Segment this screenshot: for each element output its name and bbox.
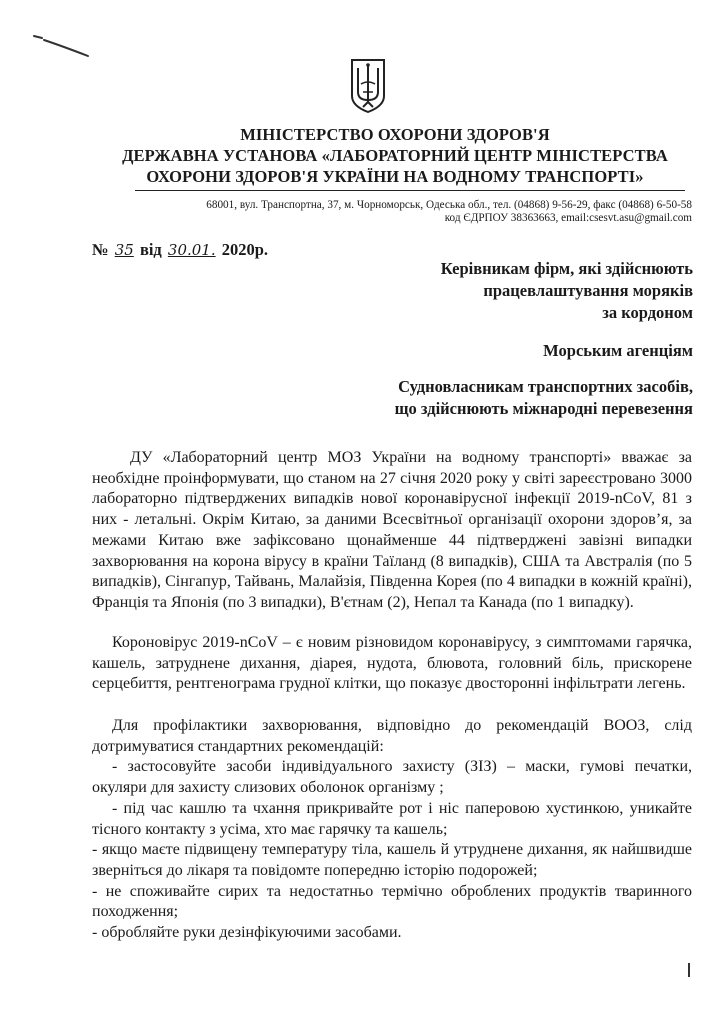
paragraph-text: Короновірус 2019-nCoV – є новим різновидом коронавірусу, з симптомами гарячка, кашель, затруднене дихання, діарея, нудота, блювота, головний біль, прискорене серцебиття, рентгенограма грудної клітки, що показує двосторонні інфільтрати легень. [92,634,692,693]
address-line: 68001, вул. Транспортна, 37, м. Чорноморськ, Одеська обл., тел. (04868) 9-56-29, факс (04868) 6-50-58 [206,199,692,211]
document-year: 2020р. [221,240,269,259]
recommendation-item: - застосовуйте засоби індивідуального захисту (ЗІЗ) – маски, гумові печатки, окуляри для захисту слизових оболонок організму ; [92,758,692,797]
institution-title-line2: ОХОРОНИ ЗДОРОВ'Я УКРАЇНИ НА ВОДНОМУ ТРАНСПОРТІ» [146,167,644,186]
body-paragraph-1 [92,448,692,614]
recipient-line: працевлаштування моряків [483,281,693,300]
recommendation-item: - не споживайте сирих та недостатньо термічно оброблених продуктів тваринного походження; [92,882,692,921]
recipient-line: Морським агенціям [543,341,693,360]
handwritten-date: 30.01. [167,241,216,259]
document-number [92,240,268,260]
recommendation-item: - обробляйте руки дезінфікуючими засобами. [92,924,402,942]
recommendation-item: - якщо маєте підвищену температуру тіла, кашель й утруднене дихання, як найшвидше зверніться до лікаря та повідомте попередню історію подорожей; [92,841,692,879]
pen-stroke-mark [32,30,92,60]
recipient-line: Судновласникам транспортних засобів, [398,377,693,396]
date-word: від [139,240,162,259]
body-paragraph-2 [92,633,692,695]
ministry-title: МІНІСТЕРСТВО ОХОРОНИ ЗДОРОВ'Я [240,125,550,144]
recommendation-item: - під час кашлю та чхання прикривайте рот і ніс паперовою хустинкою, уникайте тісного контакту з усіма, хто має гарячку та кашель; [92,799,692,838]
paragraph-text: Для профілактики захворювання, відповідно до рекомендацій ВООЗ, слід дотримуватися стандартних рекомендацій: [92,717,692,755]
recipient-line: за кордоном [602,303,693,322]
handwritten-number: 35 [114,241,134,259]
number-sign: № [92,240,109,259]
margin-ink-mark [683,962,695,978]
recipient-line: Керівникам фірм, які здійснюють [440,259,693,278]
header-divider [135,190,685,191]
recipient-line: що здійснюють міжнародні перевезення [394,399,693,418]
paragraph-text: ДУ «Лабораторний центр МОЗ України на водному транспорті» вважає за необхідне проінформувати, що станом на 27 січня 2020 року у світі зареєстровано 3000 лабораторно підтверджених випадків нової коронавірусної інфекції 2019-nCoV, 81 з них - летальні. Окрім Китаю, за даними Всесвітньої організації охорони здоров’я, за межами Китаю вже зафіксовано щонайменше 44 підтверджені завізні випадки захворювання на корона вірусу в країни Таїланд (8 випадків), США та Австралія (по 5 випадків), Сінгапур, Тайвань, Малайзія, Південна Корея (по 4 випадки в кожній країні), Франція та Японія (по 3 випадки), В'єтнам (2), Непал та Канада (по 1 випадку). [92,449,692,611]
registry-email-line: код ЄДРПОУ 38363663, email:csesvt.asu@gmail.com [444,212,692,224]
institution-title-line1: ДЕРЖАВНА УСТАНОВА «ЛАБОРАТОРНИЙ ЦЕНТР МІНІСТЕРСТВА [122,146,668,165]
trident-emblem-icon [349,56,387,114]
recommendations-block [92,716,692,944]
